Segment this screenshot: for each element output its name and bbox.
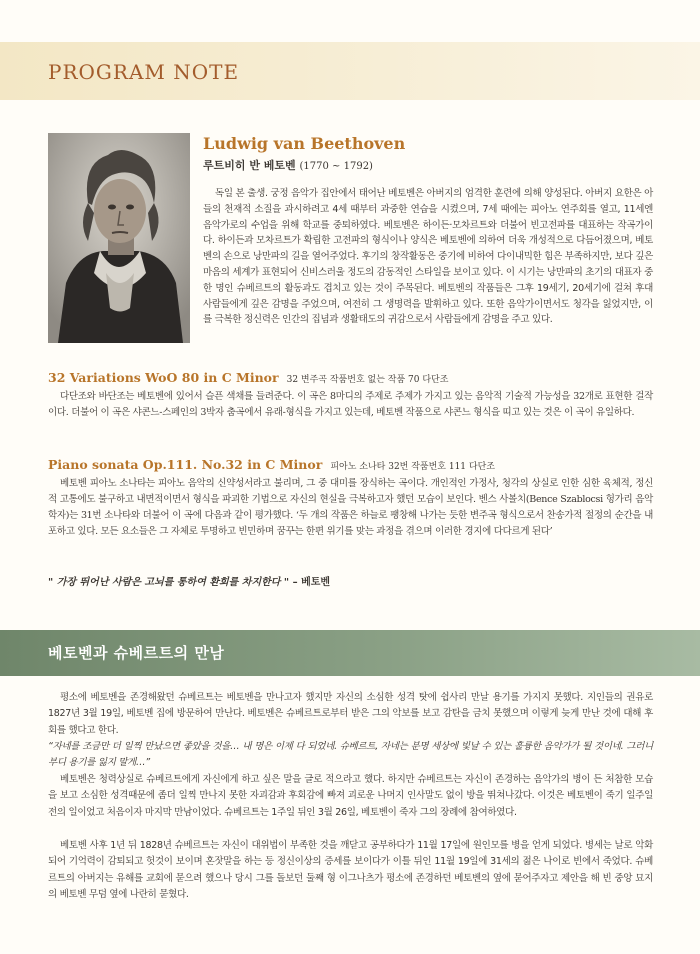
composer-name-ko-text: 루트비히 반 베토벤 <box>203 159 296 172</box>
section-paragraph-2: 베토벤은 청력상실로 슈베르트에게 자신에게 하고 싶은 말을 글로 적으라고 했다. 하지만 슈베르트는 자신이 존경하는 음악가의 병이 든 처참한 모습을 보고 소심한 성격때문에 좀더 일찍 만나지 못한 자괴감과 후회감에 빠져 괴로운 나머지 인사말도 없이 방을 뛰쳐나갔다. 이것은 베토벤이 죽기 일주일 전의 일이었고 처음이자 마지막 만남이었다. 슈베르트는 1주일 뒤인 3월 26일, 베토벤이 죽자 그의 장례에 참여하였다. <box>48 774 653 818</box>
piece-2-title: Piano sonata Op.111. No.32 in C Minor <box>48 457 323 472</box>
piece-1-text: 다단조와 바단조는 베토벤에 있어서 슬픈 색채를 들려준다. 이 곡은 8마디의 주제로 주제가 가지고 있는 음악적 기술적 가능성을 32개로 표현한 걸작이다. 더불어 이 곡은 샤콘느-스페인의 3박자 춤곡에서 유래-형식을 가지고 있는데, 베토벤 작품으로 샤콘느 형식을 띠고 있는 것은 이 곡이 유일하다. <box>48 391 653 418</box>
section-quote: “자네를 조금만 더 일찍 만났으면 좋았을 것을… 내 명은 이제 다 되었네. 슈베르트, 자네는 분명 세상에 빛날 수 있는 훌륭한 음악가가 될 것이네. 그러니 부디 용기를 잃지 말게…” <box>48 741 653 769</box>
piece-2-heading <box>48 457 495 472</box>
piece-1-heading <box>48 370 448 385</box>
section-title: 베토벤과 슈베르트의 만남 <box>48 644 225 662</box>
piece-1-title: 32 Variations WoO 80 in C Minor <box>48 370 279 385</box>
piece-2-subtitle: 피아노 소나타 32번 작품번호 111 다단조 <box>330 462 495 472</box>
piece-1-subtitle: 32 변주곡 작품번호 없는 작품 70 다단조 <box>286 375 449 385</box>
beethoven-quote-text: " 가장 뛰어난 사람은 고뇌를 통하여 환희를 차지한다 " <box>48 577 290 588</box>
section-banner <box>0 630 700 676</box>
section-paragraph-3: 베토벤 사후 1년 뒤 1828년 슈베르트는 자신이 대위법이 부족한 것을 깨닫고 공부하다가 11월 17일에 원인모를 병을 얻게 되었다. 병세는 날로 악화되어 기억력이 감퇴되고 헛것이 보이며 혼잣말을 하는 등 정신이상의 증세를 보이다가 이틀 뒤인 11월 19일에 31세의 젊은 나이로 빈에서 죽었다. 슈베르트의 아버지는 유해를 교회에 묻으려 했으나 당시 그를 돌보던 둘째 형 이그나츠가 평소에 존경하던 베토벤의 옆에 묻어주자고 제안을 해 빈 중앙 묘지의 베토벤 무덤 옆에 나란히 묻혔다. <box>48 840 653 900</box>
composer-years: (1770 ~ 1792) <box>299 161 373 172</box>
piece-2-text: 베토벤 피아노 소나타는 피아노 음악의 신약성서라고 불리며, 그 중 대미를 장식하는 곡이다. 개인적인 가정사, 청각의 상실로 인한 심한 육체적, 정신적 고통에도 불구하고 내면적이면서 형식을 파괴한 기법으로 자신의 현실을 극복하고자 했던 모습이 보인다. 벤스 사볼치(Bence Szablocsi 헝가리 음악학자)는 31번 소나타와 더불어 이 곡에 다음과 같이 평가했다. ‘두 개의 작품은 하늘로 팽창해 나가는 듯한 변주곡 형식으로서 찬송가적 절정의 순간을 내포하고 있다. 모든 요소들은 그 자체로 투명하고 빈민하며 꿈꾸는 한편 위기를 맞는 과정을 겪으며 이러한 경지에 다다르게 된다’ <box>48 478 653 537</box>
page-title: PROGRAM NOTE <box>48 60 240 84</box>
composer-bio: 독일 본 출생. 궁정 음악가 집안에서 태어난 베토벤은 아버지의 엄격한 훈련에 의해 양성된다. 아버지 요한은 아들의 천재적 소질을 과시하려고 4세 때부터 과중한 연습을 시켰으며, 7세 때에는 피아노 연주회를 열고, 11세엔 음악가로의 수업을 위해 학교를 중퇴하였다. 베토벤은 하이든·모차르트와 더불어 빈고전파를 대표하는 작곡가이다. 하이든과 모차르트가 확립한 고전파의 형식이나 양식은 베토벤에 의하여 더욱 개성적으로 다듬어졌으며, 베토벤의 손으로 낭만파의 길을 열어주었다. 후기의 창작활동은 중기에 비하여 다이내믹한 힘은 부족하지만, 보다 깊은 마음의 세계가 표현되어 신비스러울 정도의 감동적인 스타일을 보이고 있다. 이 시기는 낭만파의 초기의 대표자 중 한 명인 슈베르트의 활동과도 겹치고 있는 것이 주목된다. 베토벤의 작품들은 그후 19세기, 20세기에 걸쳐 후대 사람들에게 깊은 감명을 주었으며, 여전히 그 생명력을 발휘하고 있다. 또한 음악가이면서도 청각을 잃었지만, 이를 극복한 정신력은 인간의 집념과 생활태도의 귀감으로서 사람들에게 감명을 주고 있다. <box>203 188 653 326</box>
composer-name-ko <box>203 157 373 173</box>
beethoven-quote-author: – 베토벤 <box>289 577 331 588</box>
beethoven-portrait <box>48 133 190 343</box>
section-paragraph-1: 평소에 베토벤을 존경해왔던 슈베르트는 베토벤을 만나고자 했지만 자신의 소심한 성격 탓에 쉽사리 만날 용기를 가지지 못했다. 지인들의 권유로 1827년 3월 19일, 베토벤 집에 방문하여 만난다. 베토벤은 슈베르트로부터 받은 그의 악보를 보고 감탄을 금치 못했으며 이렇게 늦게 만난 것에 대해 후회를 했다고 한다. <box>48 692 653 736</box>
program-note-banner <box>0 42 700 100</box>
beethoven-quote <box>48 573 330 588</box>
composer-name-en: Ludwig van Beethoven <box>203 134 406 153</box>
